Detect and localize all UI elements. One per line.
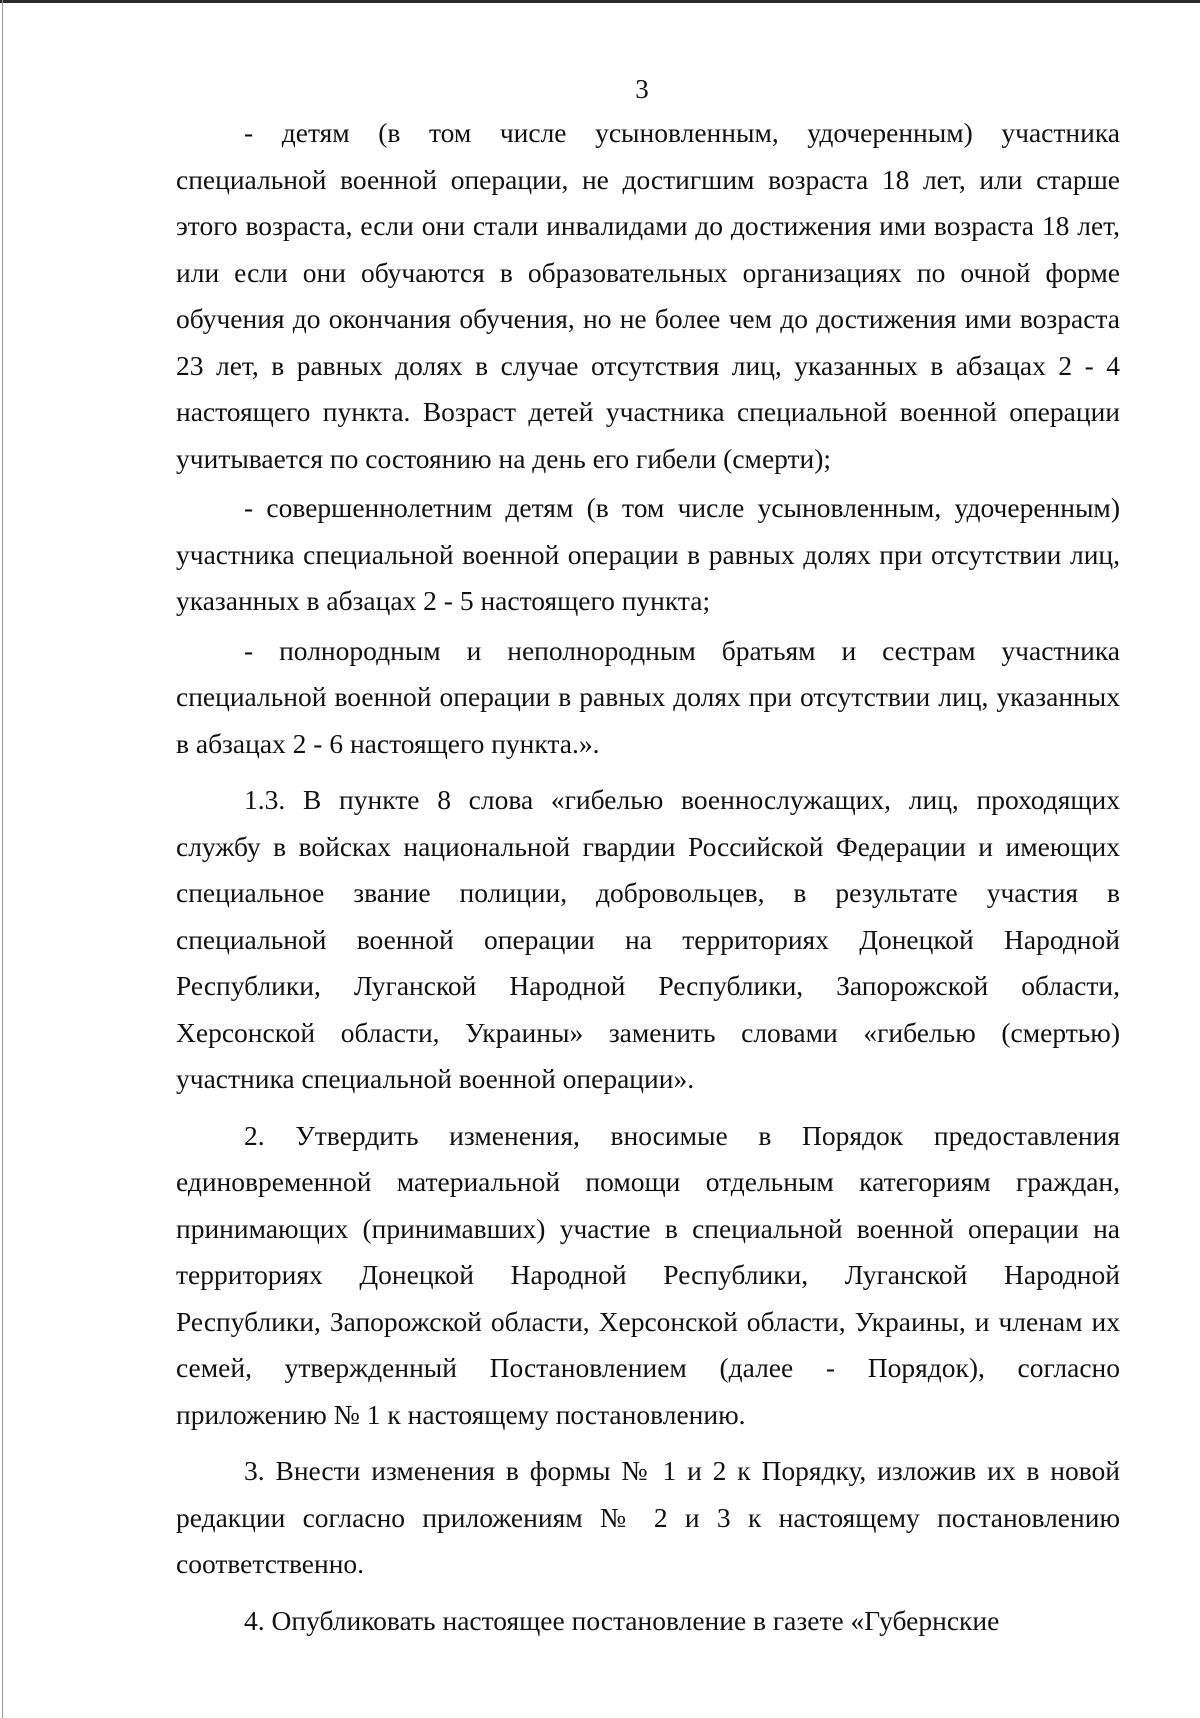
paragraph-children-under-18: - детям (в том числе усыновленным, удочеренным) участника специальной военной операции, не достигшим возраста 18 лет, или старше этого возраста, если они стали инвалидами до достижения ими возраста 18 лет, или если они обучаются в образовательных организациях по очной форме обучения до окончания обучения, но не более чем до достижения ими возраста 23 лет, в равных долях в случае отсутствия лиц, указанных в абзацах 2 - 4 настоящего пункта. Возраст детей участника специальной военной операции учитывается по состоянию на день его гибели (смерти);: [176, 117, 1120, 474]
paragraph-1-3: 1.3. В пункте 8 слова «гибелью военнослужащих, лиц, проходящих службу в войсках национальной гвардии Российской Федерации и имеющих специальное звание полиции, добровольцев, в результате участия в специальной военной операции на территориях Донецкой Народной Республики, Луганской Народной Республики, Запорожской области, Херсонской области, Украины» заменить словами «гибелью (смертью) участника специальной военной операции».: [176, 784, 1120, 1094]
paragraph-3: 3. Внести изменения в формы № 1 и 2 к Порядку, изложив их в новой редакции согласно приложениям № 2 и 3 к настоящему постановлению соответственно.: [176, 1455, 1120, 1579]
paragraph-siblings: - полнородным и неполнородным братьям и сестрам участника специальной военной операции в равных долях при отсутствии лиц, указанных в абзацах 2 - 6 настоящего пункта.».: [176, 634, 1120, 759]
page-number: 3: [635, 74, 649, 104]
document-body: [176, 110, 1120, 1644]
scan-top-edge: [0, 0, 1200, 3]
paragraph-2: 2. Утвердить изменения, вносимые в Порядок предоставления единовременной материальной помощи отдельным категориям граждан, принимающих (принимавших) участие в специальной военной операции на территориях Донецкой Народной Республики, Луганской Народной Республики, Запорожской области, Херсонской области, Украины, и членам их семей, утвержденный Постановлением (далее - Порядок), согласно приложению № 1 к настоящему постановлению.: [176, 1119, 1120, 1430]
scan-left-edge: [2, 0, 3, 1718]
paragraph-4: 4. Опубликовать настоящее постановление в газете «Губернские: [244, 1604, 1000, 1636]
paragraph-adult-children: - совершеннолетним детям (в том числе усыновленным, удочеренным) участника специальной военной операции в равных долях при отсутствии лиц, указанных в абзацах 2 - 5 настоящего пункта;: [176, 492, 1120, 616]
